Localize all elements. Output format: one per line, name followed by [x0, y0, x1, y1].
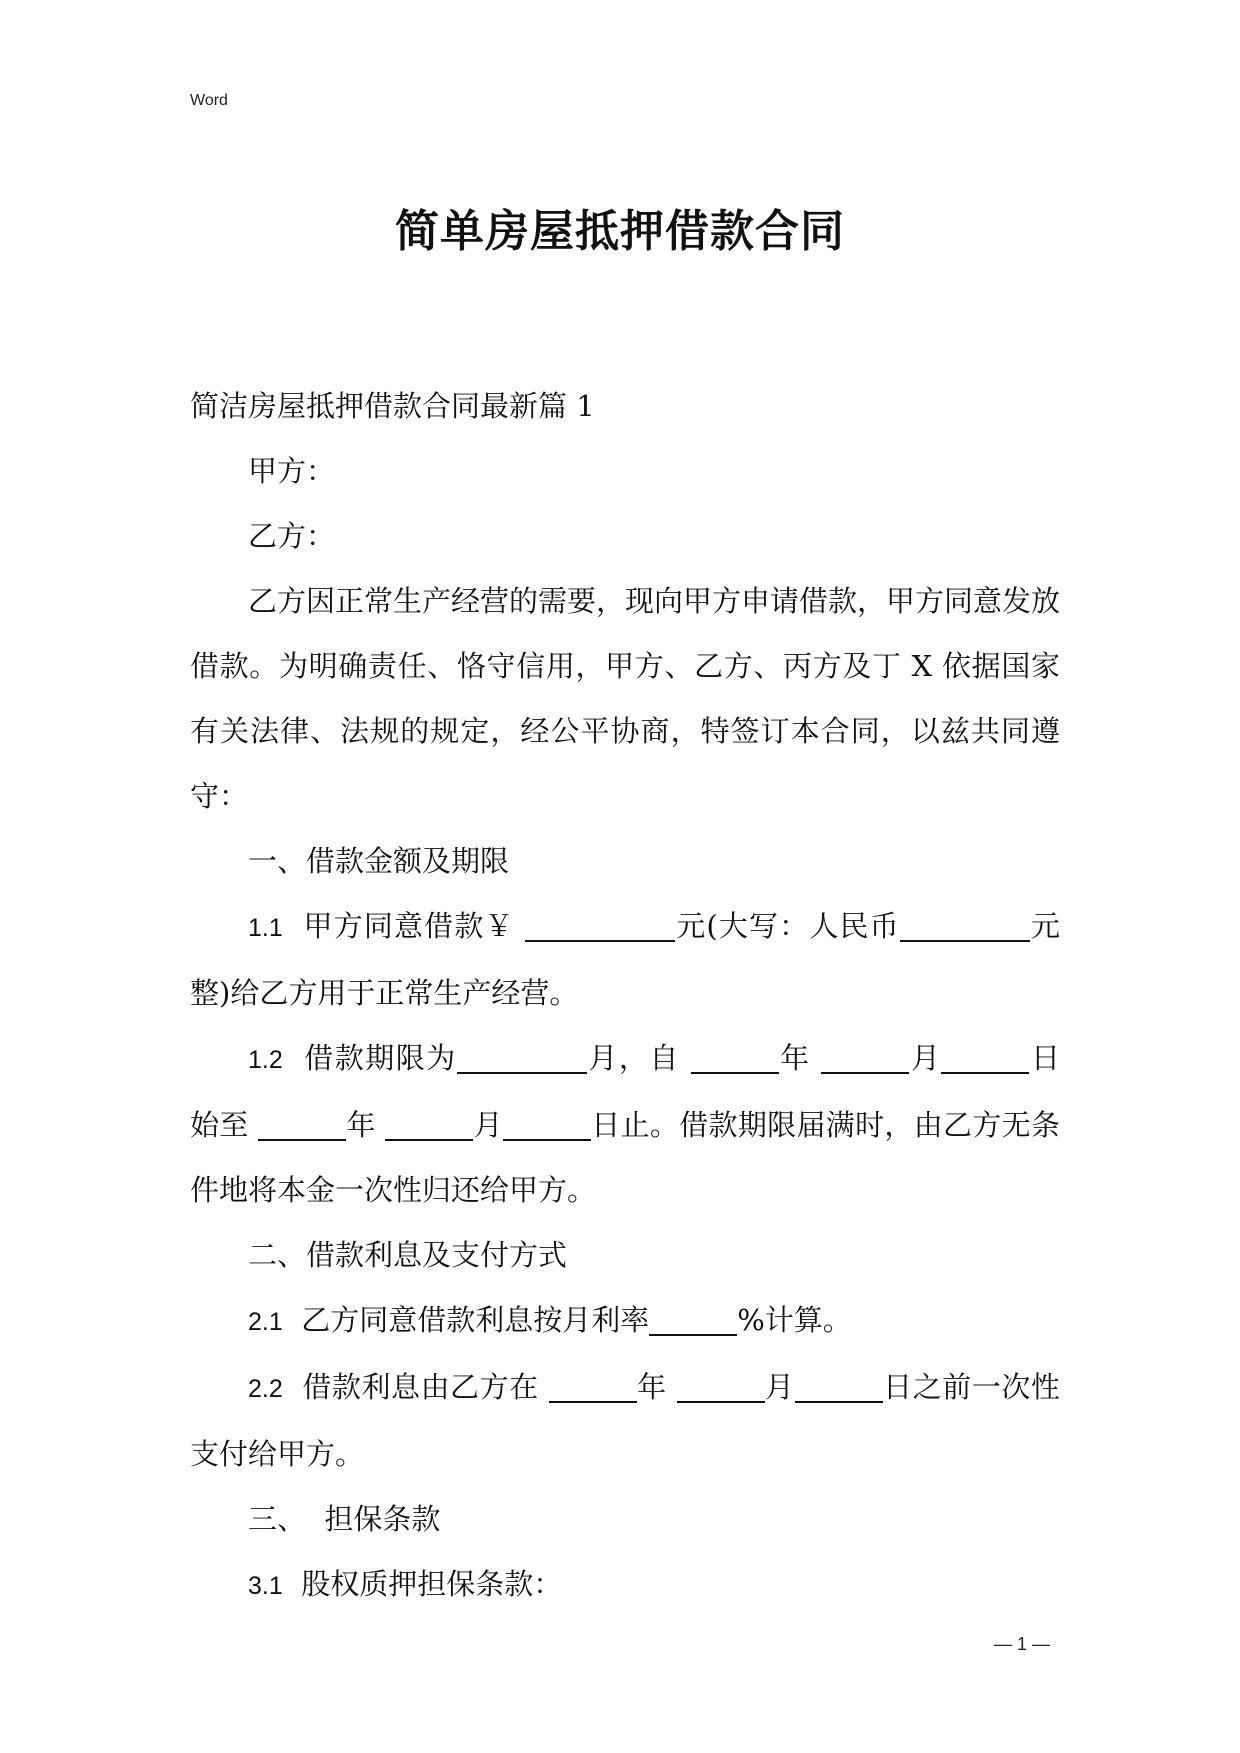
- clause-text: 月: [764, 1370, 795, 1404]
- blank-start-year-field[interactable]: [691, 1041, 779, 1073]
- intro-paragraph: 乙方因正常生产经营的需要，现向甲方申请借款，甲方同意发放借款。为明确责任、恪守信用，甲方、乙方、丙方及丁 X 依据国家有关法律、法规的规定，经公平协商，特签订本合同，以兹共同遵守：: [190, 584, 1061, 813]
- clause-1-2: [190, 1026, 1060, 1223]
- clause-number: 1.2: [248, 1046, 283, 1074]
- clause-text: 月: [473, 1108, 503, 1142]
- clause-text: 甲方同意借款￥: [303, 909, 515, 943]
- clause-1-1: [190, 894, 1060, 1026]
- clause-text: 股权质押担保条款：: [301, 1567, 563, 1601]
- blank-end-year-field[interactable]: [258, 1108, 346, 1140]
- clause-text: 日之前一次性支付给甲方。: [190, 1370, 1060, 1471]
- document-body: [190, 374, 1060, 1619]
- blank-amount-field[interactable]: [525, 909, 675, 941]
- blank-pay-day-field[interactable]: [795, 1370, 883, 1402]
- clause-2-1: [190, 1288, 1060, 1355]
- clause-number: 3.1: [248, 1572, 283, 1600]
- clause-text: 元(大写：人民币: [675, 909, 900, 943]
- clause-text: 借款利息由乙方在: [302, 1370, 539, 1404]
- blank-start-month-field[interactable]: [821, 1041, 909, 1073]
- blank-end-day-field[interactable]: [503, 1108, 591, 1140]
- blank-term-months-field[interactable]: [457, 1041, 587, 1073]
- clause-text: 年: [778, 1041, 811, 1075]
- blank-interest-rate-field[interactable]: [649, 1303, 737, 1335]
- subtitle: 简洁房屋抵押借款合同最新篇 1: [190, 389, 595, 423]
- clause-text: 年: [346, 1108, 376, 1142]
- blank-pay-year-field[interactable]: [549, 1370, 637, 1402]
- blank-end-month-field[interactable]: [385, 1108, 473, 1140]
- clause-number: 1.1: [248, 914, 283, 942]
- blank-start-day-field[interactable]: [941, 1041, 1029, 1073]
- clause-text: 年: [636, 1370, 667, 1404]
- party-a-line: 甲方：: [248, 454, 336, 488]
- clause-text: 月，自: [586, 1041, 680, 1075]
- blank-amount-words-field[interactable]: [900, 909, 1030, 941]
- section-2-heading: 二、借款利息及支付方式: [248, 1238, 568, 1272]
- page-number: — 1 —: [993, 1634, 1050, 1654]
- section-3-heading: 三、 担保条款: [248, 1502, 441, 1536]
- blank-pay-month-field[interactable]: [677, 1370, 765, 1402]
- clause-number: 2.1: [248, 1308, 283, 1336]
- document-title: 简单房屋抵押借款合同: [395, 206, 845, 257]
- clause-text: %计算。: [737, 1303, 852, 1337]
- section-1-heading: 一、借款金额及期限: [248, 844, 510, 878]
- clause-text: 乙方同意借款利息按月利率: [301, 1303, 650, 1337]
- clause-text: 日始至: [190, 1041, 1060, 1142]
- clause-text: 借款期限为: [304, 1041, 457, 1075]
- header-label: Word: [190, 92, 228, 109]
- party-b-line: 乙方：: [248, 519, 336, 553]
- clause-2-2: [190, 1355, 1060, 1487]
- clause-number: 2.2: [248, 1375, 283, 1403]
- clause-text: 月: [909, 1041, 942, 1075]
- clause-text: 日止。借款期限届满时，由乙方无条件地将本金一次性归还给甲方。: [190, 1108, 1060, 1207]
- clause-3-1: [190, 1552, 1060, 1619]
- clause-text: 元整)给乙方用于正常生产经营。: [190, 909, 1060, 1010]
